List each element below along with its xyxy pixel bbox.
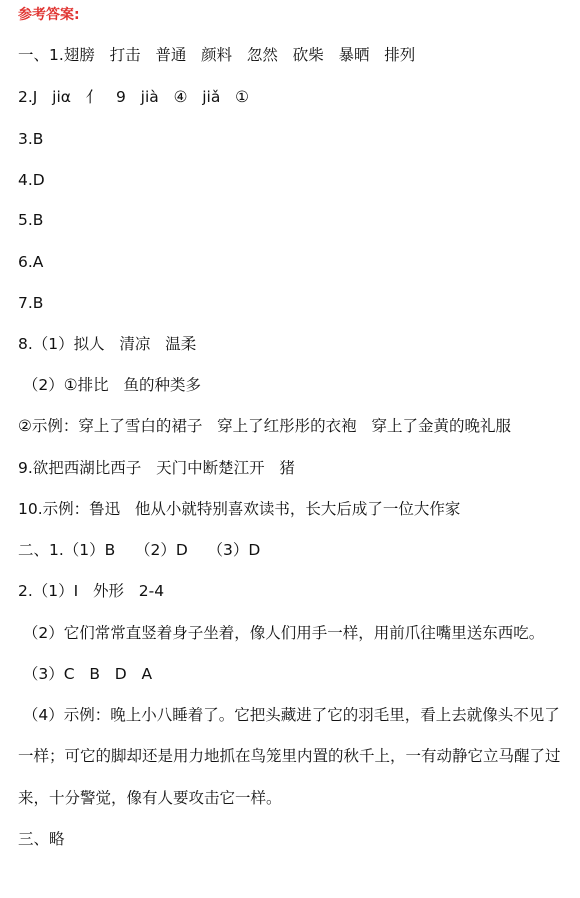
answer-line-16: （3）C B D A xyxy=(18,665,153,683)
answer-line-15: （2）它们常常直竖着身子坐着，像人们用手一样，用前爪往嘴里送东西吃。 xyxy=(18,624,545,642)
answer-line-2: 2.J jiα 亻 9 jià ④ jiǎ ① xyxy=(18,88,250,106)
answer-line-3: 3.B xyxy=(18,130,44,148)
answer-line-19: 来，十分警觉，像有人要攻击它一样。 xyxy=(18,789,282,807)
answer-line-13: 二、1.（1）B （2）D （3）D xyxy=(18,541,261,559)
answer-line-5: 5.B xyxy=(18,211,44,229)
answer-line-9: （2）①排比 鱼的种类多 xyxy=(18,376,201,394)
answer-line-18: 一样；可它的脚却还是用力地抓在鸟笼里内置的秋千上，一有动静它立马醒了过 xyxy=(18,747,561,765)
answer-line-6: 6.A xyxy=(18,253,44,271)
answer-line-8: 8.（1）拟人 清凉 温柔 xyxy=(18,335,197,353)
answer-line-10: ②示例：穿上了雪白的裙子 穿上了红彤彤的衣袍 穿上了金黄的晚礼服 xyxy=(18,417,511,435)
answer-line-20: 三、略 xyxy=(18,830,65,848)
answer-line-4: 4.D xyxy=(18,171,45,189)
answer-line-7: 7.B xyxy=(18,294,44,312)
answer-line-14: 2.（1）I 外形 2-4 xyxy=(18,582,165,600)
answer-line-1: 一、1.翅膀 打击 普通 颜料 忽然 砍柴 暴晒 排列 xyxy=(18,46,416,64)
answer-title: 参考答案: xyxy=(18,7,80,23)
answer-line-12: 10.示例：鲁迅 他从小就特别喜欢读书，长大后成了一位大作家 xyxy=(18,500,461,518)
answer-line-11: 9.欲把西湖比西子 天门中断楚江开 猪 xyxy=(18,459,295,477)
answer-line-17: （4）示例：晚上小八睡着了。它把头藏进了它的羽毛里，看上去就像头不见了 xyxy=(18,706,560,724)
